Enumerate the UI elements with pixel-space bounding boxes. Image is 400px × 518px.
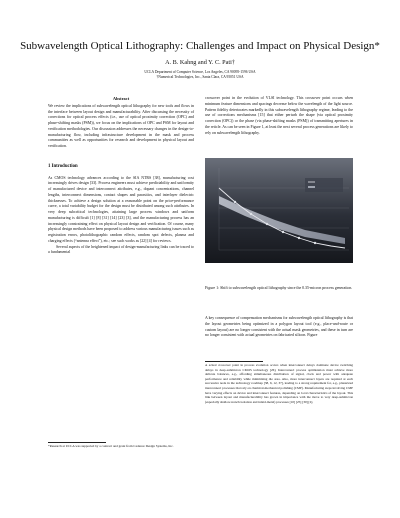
right-column-top [205,96,353,136]
footnote-rule-right [205,361,263,362]
intro-heading: 1 Introduction [48,163,78,169]
affiliation-nti: †Numerical Technologies, Inc., Santa Clara, CA 95051 USA [156,75,244,79]
figure-1-image [205,158,353,263]
paper-title: Subwavelength Optical Lithography: Challenges and Impact on Physical Design* [20,40,380,52]
intro-paragraph-2: Several aspects of the heightened impact of design-manufacturing links can be traced to a fundamental [48,244,194,255]
footnote-right: A actual crossover point in process evolution occurs when interconnect delays dominate device switching delays in deep-submicron CMOS technology [26]. Interconnect process optimization must achieve more delicate balances, e.g., affording simultaneous distribution of signal, clock and power with adequate performance and reliability while minimizing die area. Also, more interconnect layers are required at each successive node in the technology roadmap [38, 6, 12, 37], leading to a strong requirement for, e.g., planarized interconnect processes that rely on chemical-mechanical polishing (CMP). Manufacturing steps involving CMP have varying effects on device and interconnect features, depending on local characteristics of the layout. This link between layout and manufacturability has grown in importance with the move to very deep-submicron (especially shallow-trench isolation and inlaid-metal) processes [10] [25] [30] [2]. [205,363,353,404]
compensation-paragraph: A key consequence of compensation mechanisms for subwavelength optical lithography is that the layout geometries being optimized in a polygon layout tool (e.g., place-and-route or custom layout) are no longer consistent with the actual mask geometries, and these in turn are no longer consistent with actual geometries on fabricated silicon. Figure [205,316,353,338]
crossover-paragraph: crossover point in the evolution of VLSI technology. This crossover point occurs when minimum feature dimensions and spacings decrease below the wavelength of the light source. Pattern fidelity deteriorates markedly in this subwavelength lithography regime, leading to the use of corrections mechanisms [15] that either perturb the shape (via optical proximity correction (OPC)) or the phase (via phase-shifting masks (PSM)) of transmitting apertures in the reticle. As can be seen in Figure 1, at least the next several process generations are likely to rely on subwavelength lithography. [205,96,353,135]
abstract-text: We review the implications of subwavelength optical lithography for new tools and flows in the interface between layout design and manufacturability. After discussing the necessity of corrections for optical process effects (i.e., use of optical proximity correction (OPC) and phase-shifting masks (PSM)), we focus on the implications of OPC and PSM for layout and verification methodologies. Our discussion addresses the necessary changes in the design-to-manufacturing flow, including infrastructure development in the mask and process communities as well as opportunities for research and development in physical layout and verification. [48,103,194,148]
figure-1-caption: Figure 1: Shift to subwavelength optical lithography since the 0.35-micron process generation. [205,286,353,290]
affiliation-ucla: UCLA Department of Computer Science, Los Angeles, CA 90095-1596 USA [144,70,256,74]
figure-1 [205,158,353,263]
abstract-heading: Abstract [112,96,130,101]
intro-paragraph: As CMOS technology advances according to the SIA NTRS [38], manufacturing cost increasingly drives design [33]. Process engineers must achieve predictability and uniformity of manufactured device and interconnect attributes, e.g., dopant concentrations, channel lengths, interconnect dimensions, contact shapes and parasitics, and interlayer dielectric thicknesses. To achieve a design solution at a reasonable point on the price-performance curve, a total variability budget for the design must be distributed among such attributes. In very deep subcritical technologies, attaining large process windows and uniform manufacturing is difficult [1] [8] [31] [14] [23] [3], and the manufacturing process has an increasingly constraining effect on physical layout design and verification. Of course, many physical design methods have been proposed to address various manufacturing issues such as registration errors, photolithographic random effects, random spot defects, plasma and charging effects (“antenna effect”), etc.; see such works as [22] [4] for reviews. [48,175,194,243]
left-column [48,96,194,256]
footnote-rule-left [48,442,106,443]
footnote-left: *Research at UCLA was supported by a contract and grant from Cadence Design Systems, Inc. [48,444,174,448]
authors: A. B. Kahng and Y. C. Pati† [165,59,235,66]
affiliations [0,70,400,80]
right-column-para [205,316,353,339]
